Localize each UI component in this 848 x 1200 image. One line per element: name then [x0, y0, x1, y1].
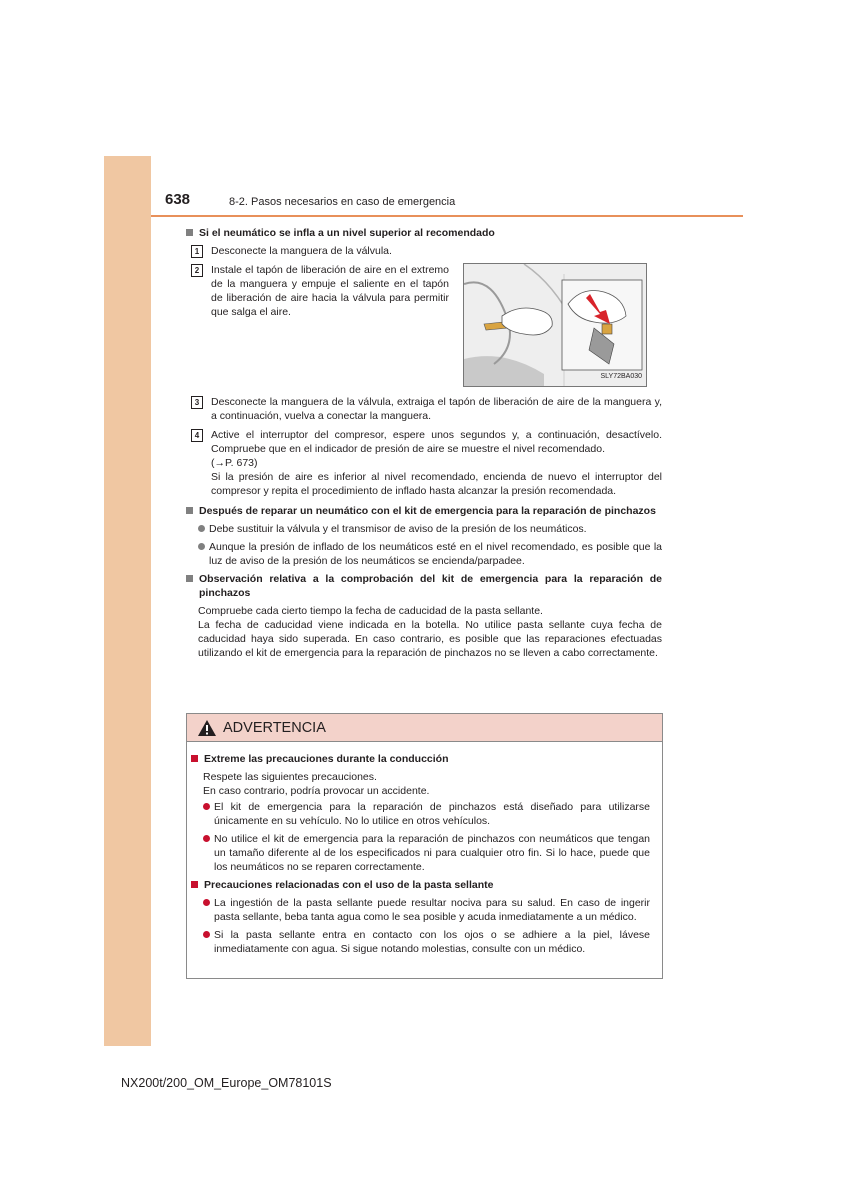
square-bullet-icon [191, 755, 198, 762]
footer-code: NX200t/200_OM_Europe_OM78101S [121, 1076, 332, 1090]
warning-header [187, 714, 662, 742]
bullet-dot-icon [203, 899, 210, 906]
subsection-heading: Observación relativa a la comprobación del kit de emergencia para la reparación de pinchazos [186, 572, 662, 600]
step-number: 2 [191, 264, 203, 277]
illustration-code: SLY72BA030 [600, 373, 642, 380]
warning-subheading: Precauciones relacionadas con el uso de la pasta sellante [191, 878, 650, 892]
subsection-heading: Si el neumático se infla a un nivel superior al recomendado [186, 226, 662, 240]
step-text: Instale el tapón de liberación de aire en el extremo de la manguera y empuje el saliente en el tapón de liberación de aire hacia la válvula para permitir que salga el aire. [211, 264, 449, 318]
page-reference: (→P. 673) [211, 457, 258, 469]
section-title: 8-2. Pasos necesarios en caso de emergencia [229, 196, 456, 208]
step-text: Active el interruptor del compresor, espere unos segundos y, a continuación, desactívelo. Compruebe que en el indicador de presión de aire se muestre el nivel recomendado. [211, 429, 662, 455]
square-bullet-icon [186, 229, 193, 236]
step-number: 1 [191, 245, 203, 258]
header-rule [151, 215, 743, 217]
warning-box [186, 713, 663, 979]
list-item: El kit de emergencia para la reparación de pinchazos está diseñado para utilizarse únicamente en su vehículo. No lo utilice en otros vehículos. [203, 800, 650, 828]
list-item: La ingestión de la pasta sellante puede resultar nociva para su salud. En caso de ingerir pasta sellante, beba tanta agua como le sea posible y acuda inmediatamente a un médico. [203, 896, 650, 924]
square-bullet-icon [186, 507, 193, 514]
bullet-dot-icon [203, 803, 210, 810]
step-number: 3 [191, 396, 203, 409]
step-1 [191, 244, 662, 258]
valve-hand-drawing [464, 264, 646, 386]
step-number: 4 [191, 429, 203, 442]
warning-body [187, 742, 662, 956]
side-tab-bar [104, 156, 151, 1046]
warning-subheading: Extreme las precauciones durante la conducción [191, 752, 650, 766]
paragraph: Compruebe cada cierto tiempo la fecha de caducidad de la pasta sellante. [198, 605, 543, 617]
subsection-heading: Después de reparar un neumático con el kit de emergencia para la reparación de pinchazos [186, 504, 662, 518]
warning-title: ADVERTENCIA [223, 719, 326, 736]
air-release-illustration [463, 263, 647, 387]
step-3 [191, 395, 662, 423]
paragraph: Respete las siguientes precauciones. [203, 771, 377, 783]
step-2 [191, 263, 662, 387]
step-text: Desconecte la manguera de la válvula, extraiga el tapón de liberación de aire de la manguera y, a continuación, vuelva a conectar la manguera. [211, 396, 662, 422]
paragraph: La fecha de caducidad viene indicada en la botella. No utilice pasta sellante cuya fecha de caducidad haya sido superada. En caso contrario, es posible que las reparaciones efectuadas utilizando el kit de emergencia para la reparación de pinchazos no se lleven a cabo correctamente. [198, 619, 662, 659]
paragraph: En caso contrario, podría provocar un accidente. [203, 785, 430, 797]
square-bullet-icon [191, 881, 198, 888]
square-bullet-icon [186, 575, 193, 582]
list-item: No utilice el kit de emergencia para la reparación de pinchazos con neumáticos que tengan un tamaño diferente al de los especificados ni para cualquier otro fin. Si lo hace, puede que los neumáticos no se reparen correctamente. [203, 832, 650, 874]
step-text: Desconecte la manguera de la válvula. [211, 245, 392, 257]
list-item: Aunque la presión de inflado de los neumáticos esté en el nivel recomendado, es posible que la luz de aviso de la presión de los neumáticos se encienda/parpadee. [198, 540, 662, 568]
main-content [186, 226, 662, 660]
list-item: Debe sustituir la válvula y el transmisor de aviso de la presión de los neumáticos. [198, 522, 662, 536]
bullet-dot-icon [198, 525, 205, 532]
warning-triangle-icon [197, 719, 217, 737]
bullet-dot-icon [198, 543, 205, 550]
step-text: Si la presión de aire es inferior al nivel recomendado, encienda de nuevo el interruptor del compresor y repita el procedimiento de inflado hasta alcanzar la presión recomendada. [211, 471, 662, 497]
list-item: Si la pasta sellante entra en contacto con los ojos o se adhiere a la piel, lávese inmediatamente con agua. Si sigue notando molestias, consulte con un médico. [203, 928, 650, 956]
bullet-dot-icon [203, 931, 210, 938]
page-number: 638 [165, 191, 191, 208]
step-4 [191, 428, 662, 498]
bullet-dot-icon [203, 835, 210, 842]
